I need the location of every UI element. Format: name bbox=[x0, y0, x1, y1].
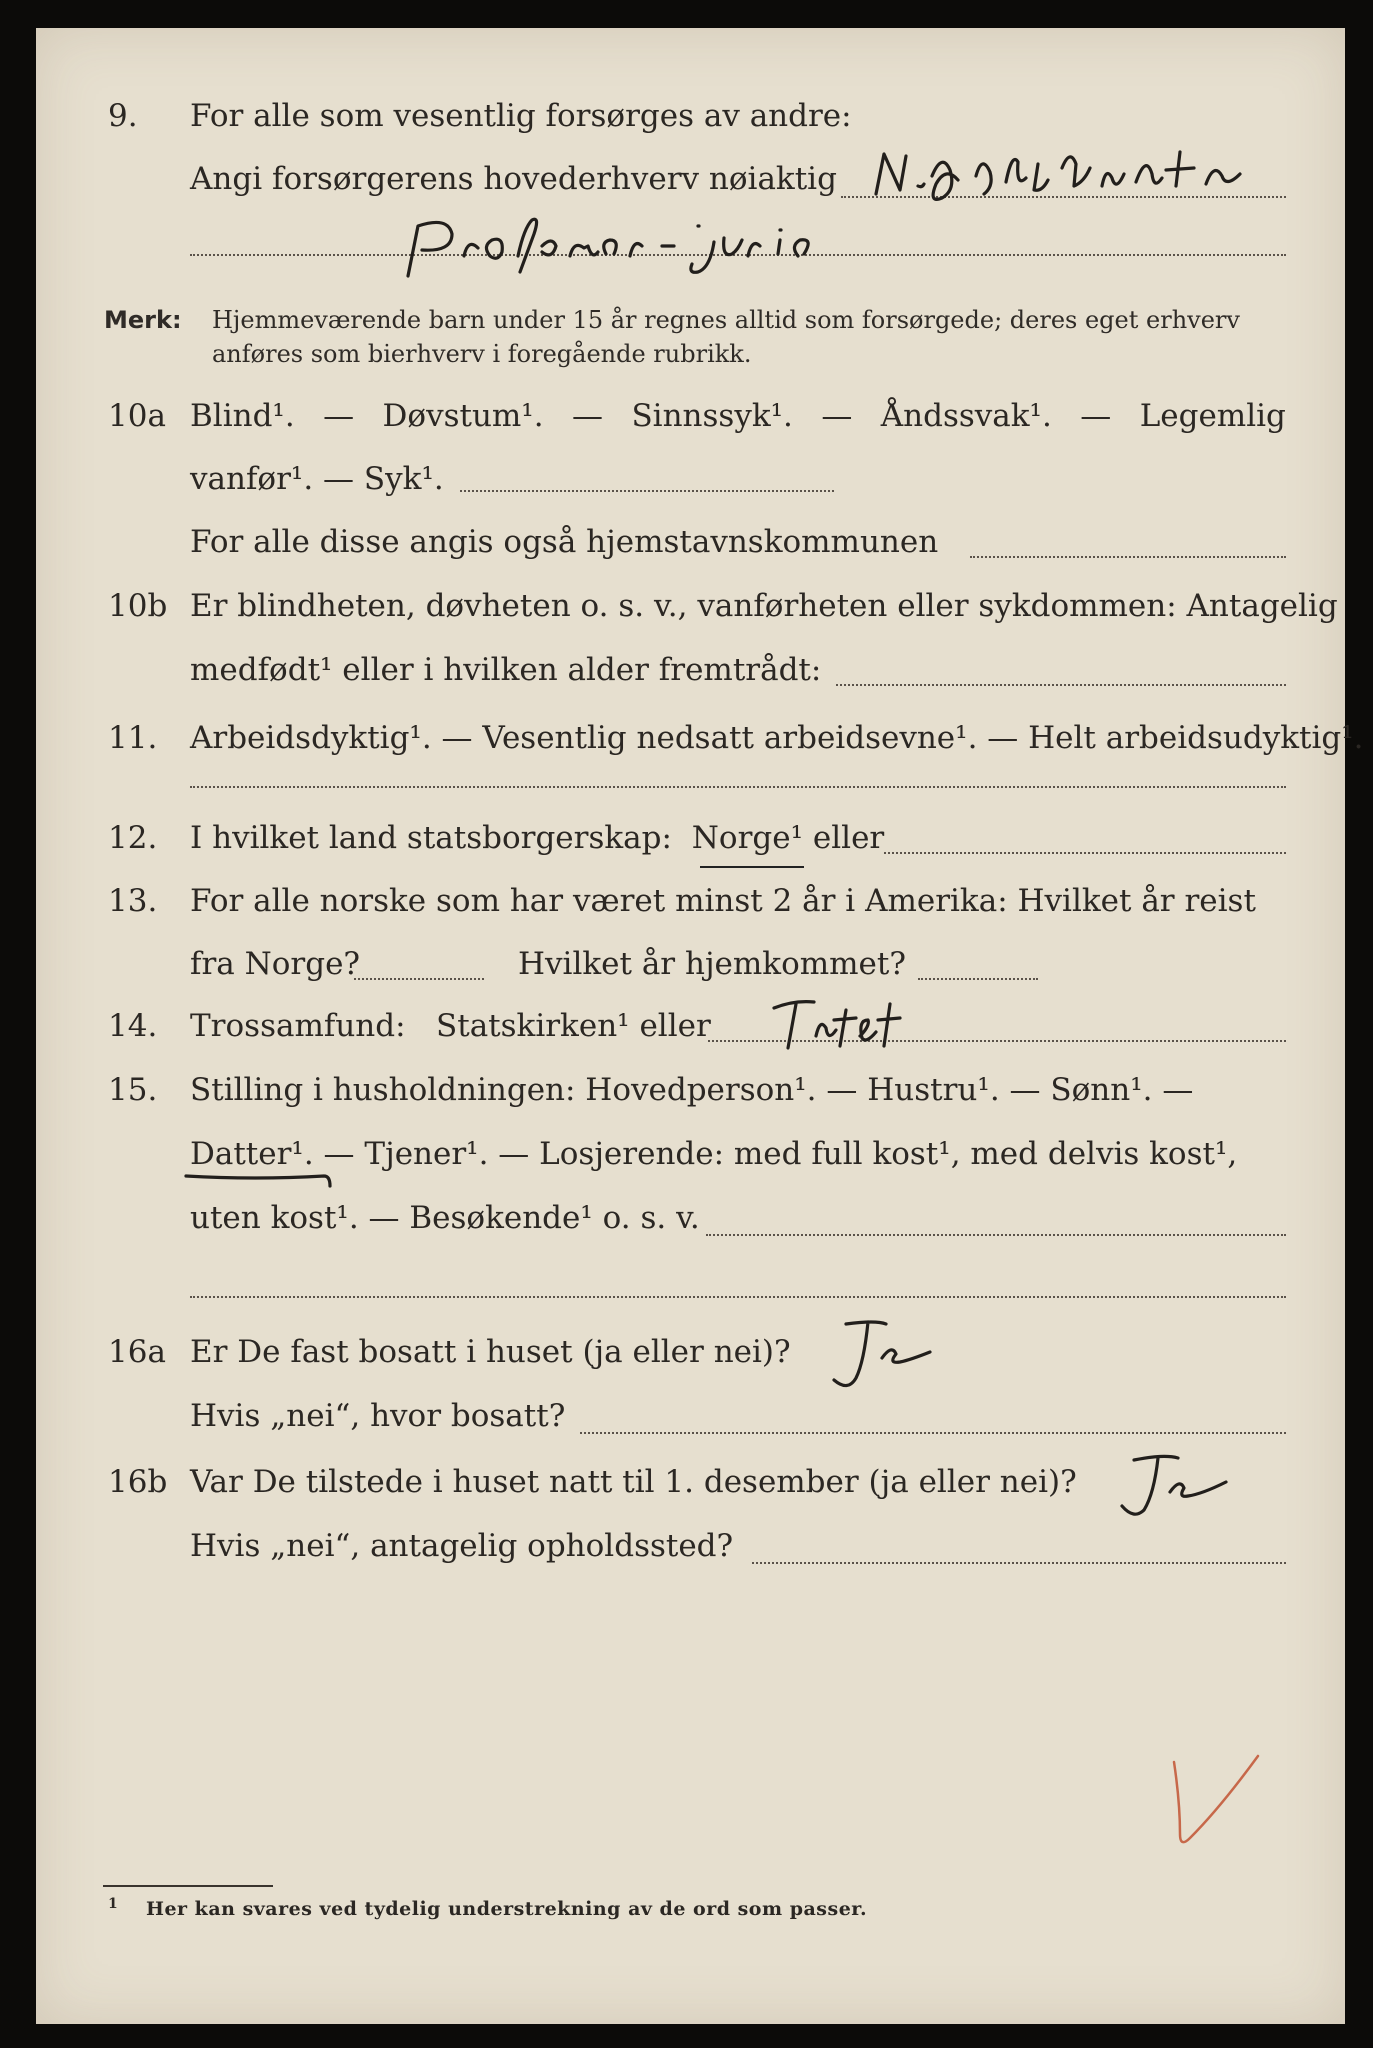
q15-text2: Datter¹. — Tjener¹. — Losjerende: med full kost¹, med delvis kost¹, bbox=[190, 1136, 1238, 1172]
q9-number: 9. bbox=[108, 98, 138, 134]
q12-dots bbox=[884, 852, 1286, 854]
q10b-number: 10b bbox=[108, 588, 168, 624]
q10a-option: Legemlig bbox=[1139, 398, 1286, 434]
q11-number: 11. bbox=[108, 720, 158, 756]
footnote bbox=[108, 1896, 868, 1920]
q13-text2b: Hvilket år hjemkommet? bbox=[518, 946, 906, 982]
footnote-mark: 1 bbox=[108, 1896, 119, 1912]
q13-left-dots bbox=[354, 978, 484, 980]
q12-text bbox=[190, 820, 884, 856]
q16b-text1: Var De tilstede i huset natt til 1. desember (ja eller nei)? bbox=[190, 1464, 1077, 1500]
check-mark-icon bbox=[1162, 1746, 1272, 1856]
q10a-option: Åndssvak¹. bbox=[880, 398, 1052, 434]
q14-handwritten-answer bbox=[768, 996, 948, 1052]
q9-handwritten-answer-2 bbox=[394, 216, 934, 286]
q14-label: Trossamfund: bbox=[190, 1008, 406, 1044]
q10a-dash: — bbox=[572, 398, 604, 434]
q16b-text2: Hvis „nei“, antagelig opholdssted? bbox=[190, 1528, 734, 1564]
q12-suffix: eller bbox=[812, 820, 885, 856]
q16a-number: 16a bbox=[108, 1334, 166, 1370]
q10a-option: Blind¹. bbox=[190, 398, 295, 434]
q13-text2a: fra Norge? bbox=[190, 946, 361, 982]
merk-label: Merk: bbox=[104, 306, 182, 334]
footnote-rule bbox=[103, 1885, 273, 1887]
q16b-number: 16b bbox=[108, 1464, 168, 1500]
q16a-text2: Hvis „nei“, hvor bosatt? bbox=[190, 1398, 566, 1434]
census-form-page bbox=[36, 28, 1364, 2024]
q10a-options bbox=[190, 398, 1286, 434]
q10a-option: Sinnssyk¹. bbox=[631, 398, 793, 434]
q10a-text2: vanfør¹. — Syk¹. bbox=[190, 461, 444, 497]
q10b-dots bbox=[836, 684, 1286, 686]
q10a-hometown-dots bbox=[970, 556, 1286, 558]
q10a-option: Døvstum¹. bbox=[382, 398, 544, 434]
q16a-dots bbox=[580, 1432, 1286, 1434]
q10a-dash: — bbox=[323, 398, 355, 434]
q16a-handwritten-answer bbox=[826, 1318, 946, 1398]
q16b-handwritten-answer bbox=[1112, 1452, 1252, 1526]
q9-text2: Angi forsørgerens hovederhverv nøiaktig bbox=[190, 161, 837, 197]
q10a-number: 10a bbox=[108, 398, 166, 434]
q12-norge-underline bbox=[700, 866, 804, 868]
footnote-text: Her kan svares ved tydelig understrekning av de ord som passer. bbox=[146, 1898, 868, 1920]
q10b-text2: medfødt¹ eller i hvilken alder fremtrådt: bbox=[190, 652, 822, 688]
q13-right-dots bbox=[918, 978, 1038, 980]
q13-number: 13. bbox=[108, 883, 158, 919]
q11-dots bbox=[190, 786, 1286, 788]
q15-text1: Stilling i husholdningen: Hovedperson¹. — Hustru¹. — Sønn¹. — bbox=[190, 1072, 1194, 1108]
q13-text1: For alle norske som har været minst 2 år i Amerika: Hvilket år reist bbox=[190, 883, 1256, 919]
q10a-text3: For alle disse angis også hjemstavnskommunen bbox=[190, 524, 939, 560]
q12-prefix: I hvilket land statsborgerskap: bbox=[190, 820, 672, 856]
q16b-dots bbox=[752, 1562, 1286, 1564]
q10a-dots bbox=[460, 490, 834, 492]
merk-text1: Hjemmeværende barn under 15 år regnes alltid som forsørgede; deres eget erhverv bbox=[212, 306, 1240, 334]
q16a-text1: Er De fast bosatt i huset (ja eller nei)? bbox=[190, 1334, 791, 1370]
q10a-dash: — bbox=[821, 398, 853, 434]
q12-norge: Norge¹ bbox=[691, 820, 804, 856]
merk-text2: anføres som bierhverv i foregående rubrikk. bbox=[212, 340, 752, 368]
q15-datter-underline bbox=[182, 1166, 342, 1196]
q15-dots1 bbox=[706, 1234, 1286, 1236]
q11-text1: Arbeidsdyktig¹. — Vesentlig nedsatt arbeidsevne¹. — Helt arbeidsudyktig¹. bbox=[190, 720, 1364, 756]
q14-number: 14. bbox=[108, 1008, 158, 1044]
q15-dots2 bbox=[190, 1296, 1286, 1298]
q15-number: 15. bbox=[108, 1072, 158, 1108]
q14-text: Statskirken¹ eller bbox=[436, 1008, 711, 1044]
q9-text1: For alle som vesentlig forsørges av andre: bbox=[190, 98, 852, 134]
q9-handwritten-answer-1 bbox=[866, 146, 1286, 206]
q10b-text1: Er blindheten, døvheten o. s. v., vanførheten eller sykdommen: Antagelig bbox=[190, 588, 1338, 624]
q15-text3: uten kost¹. — Besøkende¹ o. s. v. bbox=[190, 1200, 700, 1236]
q10a-dash: — bbox=[1080, 398, 1112, 434]
q12-number: 12. bbox=[108, 820, 158, 856]
